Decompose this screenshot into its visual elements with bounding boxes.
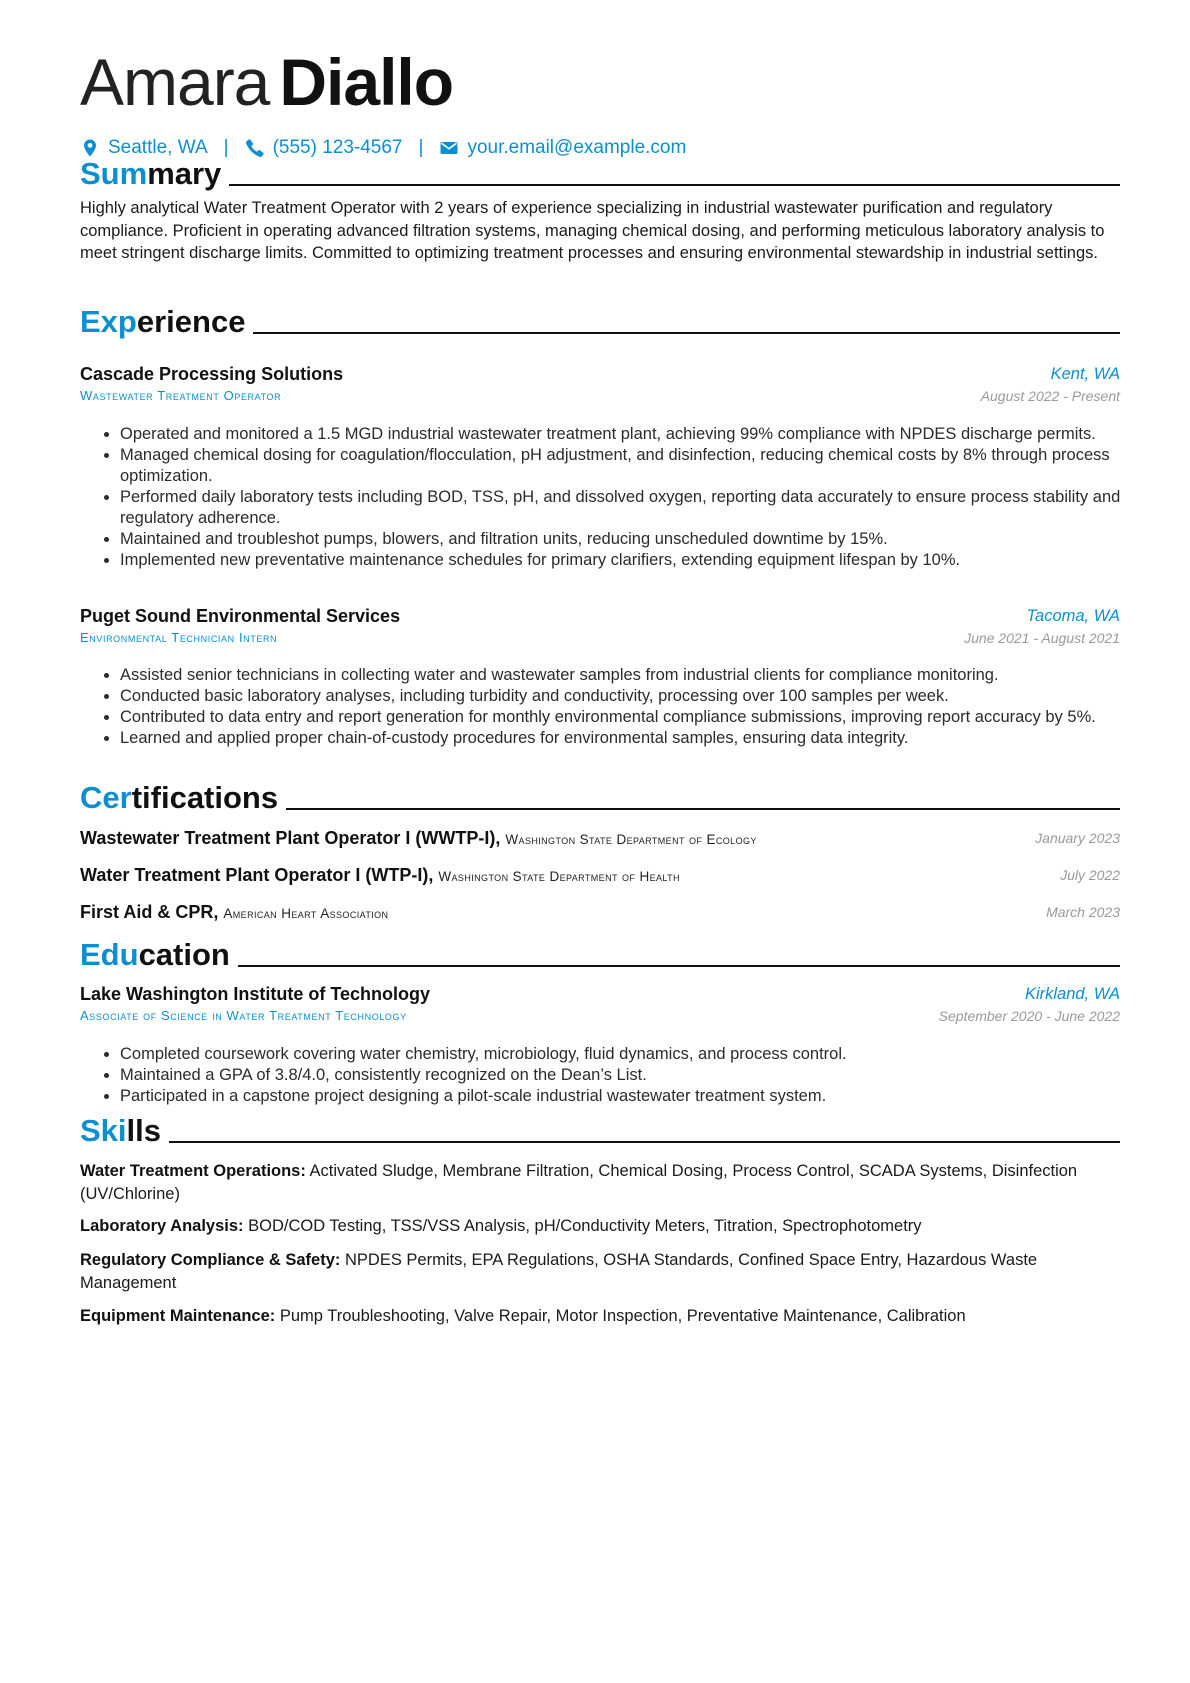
envelope-icon bbox=[439, 138, 459, 158]
skills-heading bbox=[80, 1113, 1120, 1149]
last-name: Diallo bbox=[279, 45, 454, 119]
contact-separator: | bbox=[418, 137, 424, 158]
email-link[interactable]: your.email@example.com bbox=[467, 137, 687, 158]
section-rule bbox=[286, 808, 1120, 810]
first-name: Amara bbox=[80, 45, 270, 119]
experience-title-rest: erience bbox=[136, 304, 246, 339]
job-role: Wastewater Treatment Operator bbox=[80, 388, 282, 403]
education-dates: September 2020 - June 2022 bbox=[938, 1008, 1120, 1024]
skill-values: Activated Sludge, Membrane Filtration, Chemical Dosing, Process Control, SCADA Systems, Disinfection (UV/Chlorine) bbox=[80, 1162, 1078, 1203]
certification-issuer: American Heart Association bbox=[223, 906, 389, 921]
certification-name: Wastewater Treatment Plant Operator I (WWTP-I) bbox=[80, 828, 496, 848]
certification-date: March 2023 bbox=[1046, 904, 1120, 920]
list-item: • Participated in a capstone project designing a pilot-scale industrial wastewater treatment system. bbox=[120, 1086, 1140, 1107]
job-bullet-list bbox=[102, 424, 1140, 571]
certification-item: Water Treatment Plant Operator I (WTP-I), Washington State Department of Health July 2022 bbox=[80, 862, 1120, 888]
certifications-heading bbox=[80, 780, 1120, 816]
skill-row bbox=[80, 1160, 1120, 1205]
map-marker-icon bbox=[80, 138, 100, 158]
education-bullet-list bbox=[102, 1044, 1140, 1107]
certification-issuer: Washington State Department of Health bbox=[438, 869, 680, 884]
job-location: Tacoma, WA bbox=[1026, 607, 1120, 625]
school-location: Kirkland, WA bbox=[1024, 985, 1120, 1003]
certification-item: First Aid & CPR, American Heart Association March 2023 bbox=[80, 899, 1120, 925]
job-bullet-list bbox=[102, 665, 1140, 749]
skill-values: Pump Troubleshooting, Valve Repair, Motor Inspection, Preventative Maintenance, Calibration bbox=[279, 1307, 966, 1325]
list-item: • Conducted basic laboratory analyses, including turbidity and conductivity, processing over 100 samples per week. bbox=[120, 686, 1140, 707]
skill-category: Equipment Maintenance: bbox=[80, 1307, 276, 1325]
list-item: • Operated and monitored a 1.5 MGD industrial wastewater treatment plant, achieving 99% compliance with NPDES discharge permits. bbox=[120, 424, 1140, 445]
certification-date: January 2023 bbox=[1035, 830, 1120, 846]
skill-row bbox=[80, 1215, 1120, 1238]
phone-text: (555) 123-4567 bbox=[272, 137, 403, 158]
section-rule bbox=[229, 184, 1120, 186]
skill-category: Laboratory Analysis: bbox=[80, 1217, 244, 1235]
experience-heading bbox=[80, 304, 1120, 340]
education-title-rest: cation bbox=[138, 937, 230, 972]
degree-name: Associate of Science in Water Treatment Technology bbox=[80, 1008, 407, 1023]
skill-values: BOD/COD Testing, TSS/VSS Analysis, pH/Conductivity Meters, Titration, Spectrophotometry bbox=[248, 1217, 922, 1235]
summary-title-rest: mary bbox=[147, 156, 222, 191]
list-item: • Performed daily laboratory tests including BOD, TSS, pH, and dissolved oxygen, reporting data accurately to ensure process stability and regulatory adherence. bbox=[120, 487, 1140, 529]
summary-heading bbox=[80, 156, 1120, 192]
list-item: • Contributed to data entry and report generation for monthly environmental compliance submissions, improving report accuracy by 5%. bbox=[120, 707, 1140, 728]
list-item: • Learned and applied proper chain-of-custody procedures for environmental samples, ensuring data integrity. bbox=[120, 728, 1140, 749]
list-item: • Assisted senior technicians in collecting water and wastewater samples from industrial clients for compliance monitoring. bbox=[120, 665, 1140, 686]
location-text: Seattle, WA bbox=[108, 137, 208, 158]
job-organization: Puget Sound Environmental Services bbox=[80, 606, 401, 626]
skill-category: Water Treatment Operations: bbox=[80, 1162, 306, 1180]
section-rule bbox=[253, 332, 1120, 334]
certifications-title-rest: tifications bbox=[131, 780, 279, 815]
contact-separator: | bbox=[223, 137, 229, 158]
certification-date: July 2022 bbox=[1060, 867, 1120, 883]
skill-row bbox=[80, 1305, 1120, 1328]
skill-row bbox=[80, 1249, 1120, 1294]
phone-icon bbox=[245, 138, 265, 158]
job-organization: Cascade Processing Solutions bbox=[80, 364, 344, 384]
candidate-name bbox=[80, 42, 453, 122]
skill-category: Regulatory Compliance & Safety: bbox=[80, 1251, 341, 1269]
skill-values: NPDES Permits, EPA Regulations, OSHA Standards, Confined Space Entry, Hazardous Waste Management bbox=[80, 1251, 1038, 1292]
job-dates: August 2022 - Present bbox=[980, 388, 1120, 404]
list-item: • Completed coursework covering water chemistry, microbiology, fluid dynamics, and process control. bbox=[120, 1044, 1140, 1065]
certifications-title-accent: Cer bbox=[80, 780, 132, 815]
education-heading bbox=[80, 937, 1120, 973]
section-rule bbox=[238, 965, 1120, 967]
skills-title-rest: lls bbox=[126, 1113, 161, 1148]
education-title-accent: Edu bbox=[80, 937, 139, 972]
summary-text: Highly analytical Water Treatment Operator with 2 years of experience specializing in industrial wastewater purification and regulatory compliance. Proficient in operating advanced filtration systems, managing chemical dosing, and performing meticulous laboratory analysis to meet stringent discharge limits. Committed to optimizing treatment processes and ensuring environmental stewardship in industrial settings. bbox=[80, 199, 1105, 263]
list-item: • Implemented new preventative maintenance schedules for primary clarifiers, extending equipment lifespan by 10%. bbox=[120, 550, 1140, 571]
job-role: Environmental Technician Intern bbox=[80, 630, 278, 645]
school-name: Lake Washington Institute of Technology bbox=[80, 984, 430, 1004]
summary-title-accent: Sum bbox=[80, 156, 148, 191]
certification-name: Water Treatment Plant Operator I (WTP-I) bbox=[80, 865, 429, 885]
skills-title-accent: Ski bbox=[80, 1113, 127, 1148]
certification-issuer: Washington State Department of Ecology bbox=[505, 832, 757, 847]
list-item: • Maintained and troubleshot pumps, blowers, and filtration units, reducing unscheduled downtime by 15%. bbox=[120, 529, 1140, 550]
job-dates: June 2021 - August 2021 bbox=[964, 630, 1120, 646]
list-item: • Maintained a GPA of 3.8/4.0, consistently recognized on the Dean’s List. bbox=[120, 1065, 1140, 1086]
certification-item: Wastewater Treatment Plant Operator I (WWTP-I), Washington State Department of Ecology January 2023 bbox=[80, 825, 1120, 851]
certification-name: First Aid & CPR bbox=[80, 902, 214, 922]
job-location: Kent, WA bbox=[1050, 365, 1120, 383]
experience-title-accent: Exp bbox=[80, 304, 137, 339]
list-item: • Managed chemical dosing for coagulation/flocculation, pH adjustment, and disinfection, reducing chemical costs by 8% through process optimization. bbox=[120, 445, 1140, 487]
section-rule bbox=[169, 1141, 1120, 1143]
